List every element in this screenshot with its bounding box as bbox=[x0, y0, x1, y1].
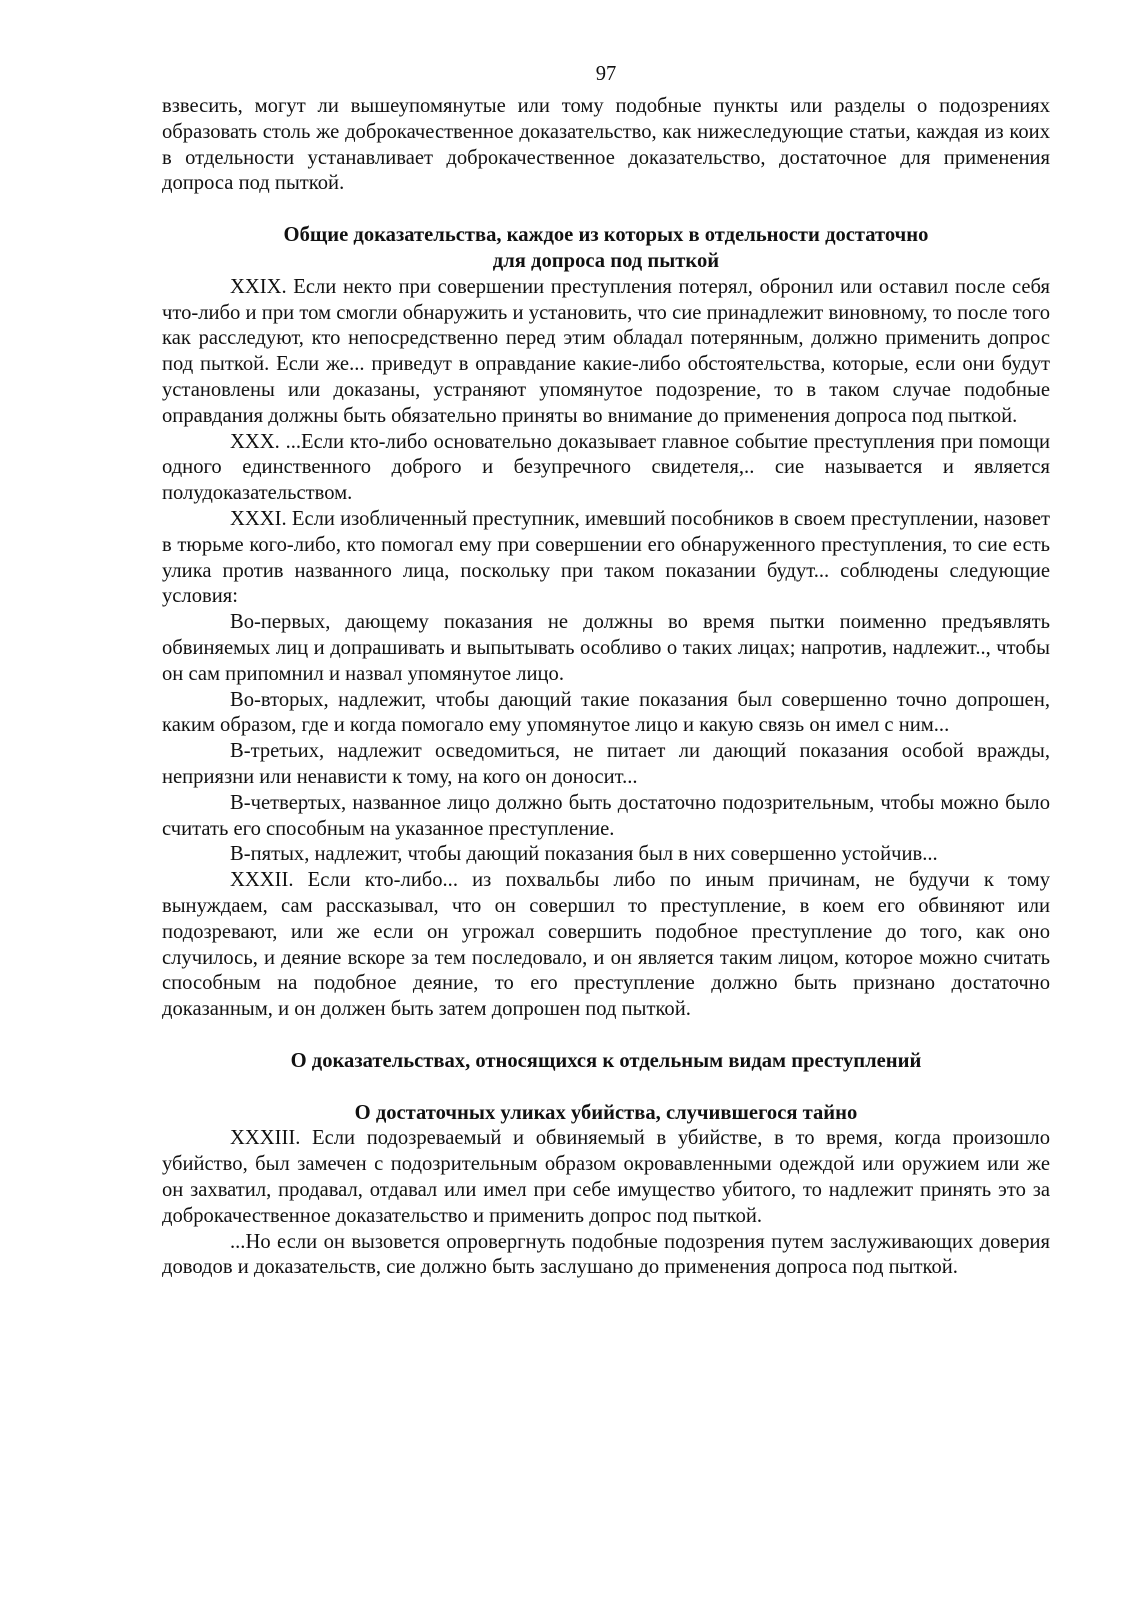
spacer bbox=[162, 197, 1050, 223]
paragraph-intro: взвесить, могут ли вышеупомянутые или тому подобные пункты или разделы о подозрениях образовать столь же доброкачественное доказательство, как нижеследующие статьи, каждая из коих в отдельности устанавливает доброкачественное доказательство, достаточное для применения допроса под пыткой. bbox=[162, 95, 1050, 195]
paragraph-condition-fifth: В-пятых, надлежит, чтобы дающий показания был в них совершенно устойчив... bbox=[230, 843, 938, 866]
spacer bbox=[162, 1075, 1050, 1101]
document-page bbox=[162, 62, 1050, 1281]
heading-line-2: для допроса под пыткой bbox=[492, 249, 720, 272]
page-number: 97 bbox=[595, 63, 617, 85]
paragraph-condition-first: Во-первых, дающему показания не должны во время пытки поименно предъявлять обвиняемых лиц и допрашивать и выпытывать особливо о таких лицах; напротив, надлежит.., чтобы он сам припомнил и назвал упомянутое лицо. bbox=[162, 611, 1050, 685]
paragraph-xxxi: XXXI. Если изобличенный преступник, имевший пособников в своем преступлении, назовет в тюрьме кого-либо, кто помогал ему при совершении его обнаруженного преступления, то сие есть улика против названного лица, поскольку при таком показании будут... соблюдены следующие условия: bbox=[162, 507, 1050, 608]
paragraph-xxx: XXX. ...Если кто-либо основательно доказывает главное событие преступления при помощи одного единственного доброго и безупречного свидетеля,.. сие называется и является полудоказательством. bbox=[162, 430, 1050, 505]
paragraph-xxxiii: XXXIII. Если подозреваемый и обвиняемый в убийстве, в то время, когда произошло убийство, был замечен с подозрительным образом окровавленными одеждой или оружием или же он захватил, продавал, отдавал или имел при себе имущество убитого, то надлежит принять это за доброкачественное доказательство и применить допрос под пыткой. bbox=[162, 1127, 1050, 1227]
paragraph-condition-fourth: В-четвертых, названное лицо должно быть достаточно подозрительным, чтобы можно было считать его способным на указанное преступление. bbox=[162, 791, 1050, 840]
paragraph-condition-second: Во-вторых, надлежит, чтобы дающий такие показания был совершенно точно допрошен, каким образом, где и когда помогало ему упомянутое лицо и какую связь он имел с ним... bbox=[162, 688, 1050, 737]
paragraph-xxxii: XXXII. Если кто-либо... из похвальбы либо по иным причинам, не будучи к тому вынуждаем, сам рассказывал, что он совершил то преступление, в коем его обвиняют или подозревают, или же если он угрожал совершить подобное преступление до того, как оно случилось, и деяние вскоре за тем последовало, и он является таким лицом, которое можно считать способным на подобное деяние, то его преступление должно быть признано достаточно доказанным, и он должен быть затем допрошен под пыткой. bbox=[162, 869, 1050, 1021]
section-heading-secret-murder: О достаточных уликах убийства, случившегося тайно bbox=[354, 1101, 858, 1124]
paragraph-xxix: XXIX. Если некто при совершении преступления потерял, обронил или оставил после себя что-либо и при том смогли обнаружить и установить, что сие принадлежит виновному, то после того как расследуют, кто непосредственно перед этим обладал потерянным, должно применить допрос под пыткой. Если же... приведут в оправдание какие-либо обстоятельства, которые, если они будут установлены или доказаны, устраняют упомянутое подозрение, то в таком случае подобные оправдания должны быть обязательно приняты во внимание до применения допроса под пыткой. bbox=[162, 275, 1050, 427]
paragraph-condition-third: В-третьих, надлежит осведомиться, не питает ли дающий показания особой вражды, неприязни или ненависти к тому, на кого он доносит... bbox=[162, 740, 1050, 788]
spacer bbox=[162, 1023, 1050, 1049]
heading-line-1: Общие доказательства, каждое из которых в отдельности достаточно bbox=[283, 224, 929, 247]
paragraph-final: ...Но если он вызовется опровергнуть подобные подозрения путем заслуживающих доверия доводов и доказательств, сие должно быть заслушано до применения допроса под пыткой. bbox=[162, 1230, 1050, 1279]
section-heading-specific-crimes: О доказательствах, относящихся к отдельным видам преступлений bbox=[290, 1049, 922, 1072]
section-heading-general-evidence bbox=[162, 223, 1050, 275]
